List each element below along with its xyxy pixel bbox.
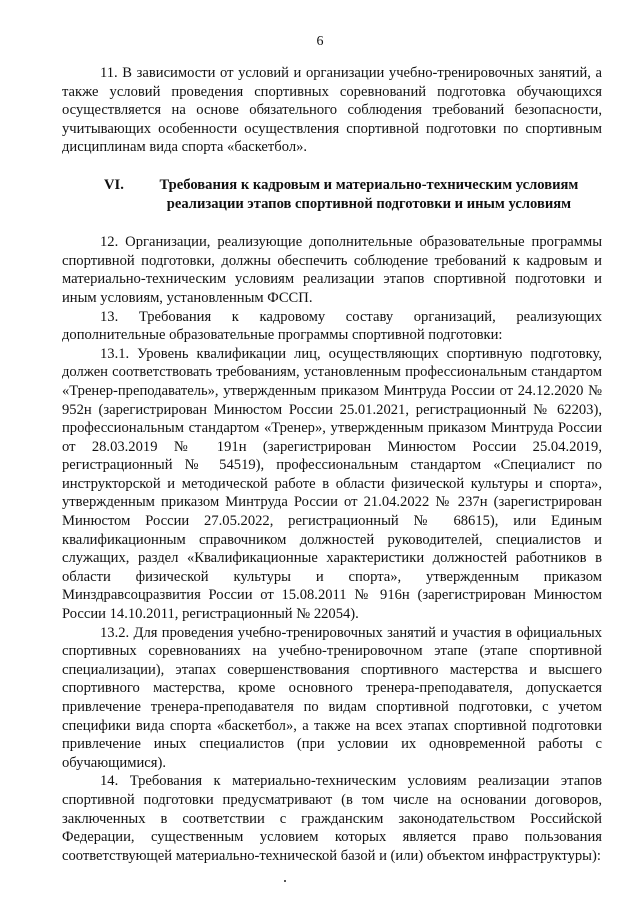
section-number: VI.: [104, 176, 124, 193]
paragraph-11: 11. В зависимости от условий и организации учебно-тренировочных занятий, а также условий проведения спортивных соревнований подготовка обучающихся осуществляется на основе обязательного соблюдения требований безопасности, учитывающих особенности осуществления спортивной подготовки по спортивным дисциплинам вида спорта «баскетбол».: [62, 65, 602, 156]
paragraph-13-2: 13.2. Для проведения учебно-тренировочных занятий и участия в официальных спортивных соревнованиях на учебно-тренировочном этапе (этапе спортивной специализации), этапах совершенствования спортивного мастерства и высшего спортивного мастерства, кроме основного тренера-преподавателя, допускается привлечение тренера-преподавателя по видам спортивной подготовки, с учетом специфики вида спорта «баскетбол», а также на всех этапах спортивной подготовки привлечение иных специалистов (при условии их одновременной работы с обучающимися).: [62, 624, 602, 771]
paragraph-12: 12. Организации, реализующие дополнительные образовательные программы спортивной подготовки, должны обеспечить соблюдение требований к кадровым и материально-техническим условиям реализации этапов спортивной подготовки и иным условиям, установленным ФССП.: [62, 234, 602, 306]
paragraph-13: 13. Требования к кадровому составу организаций, реализующих дополнительные образовательные программы спортивной подготовки:: [62, 308, 602, 344]
document-body: [62, 64, 602, 865]
scan-speck: [284, 880, 286, 882]
paragraph-13-1: 13.1. Уровень квалификации лиц, осуществляющих спортивную подготовку, должен соответствовать требованиям, установленным профессиональным стандартом «Тренер-преподаватель», утвержденным приказом Минтруда России от 24.12.2020 № 952н (зарегистрирован Минюстом России 25.01.2021, регистрационный № 62203), профессиональным стандартом «Тренер», утвержденным приказом Минтруда России от 28.03.2019 № 191н (зарегистрирован Минюстом России 25.04.2019, регистрационный № 54519), профессиональным стандартом «Специалист по инструкторской и методической работе в области физической культуры и спорта», утвержденным приказом Минтруда России от 21.04.2022 № 237н (зарегистрирован Минюстом России 27.05.2022, регистрационный № 68615), или Единым квалификационным справочником должностей руководителей, специалистов и служащих, раздел «Квалификационные характеристики должностей работников в области физической культуры и спорта», утвержденным приказом Минздравсоцразвития России от 15.08.2011 № 916н (зарегистрирован Минюстом России 14.10.2011, регистрационный № 22054).: [62, 345, 602, 623]
paragraph-14: 14. Требования к материально-техническим условиям реализации этапов спортивной подготовки предусматривают (в том числе на основании договоров, заключенных в соответствии с гражданским законодательством Российской Федерации, существенным условием которых является право пользования соответствующей материально-технической базой и (или) объектом инфраструктуры):: [62, 773, 602, 864]
section-heading: [62, 176, 602, 213]
section-title: Требования к кадровым и материально-техническим условиям реализации этапов спортивной подготовки и иным условиям: [159, 176, 579, 212]
page-number: 6: [316, 34, 324, 49]
